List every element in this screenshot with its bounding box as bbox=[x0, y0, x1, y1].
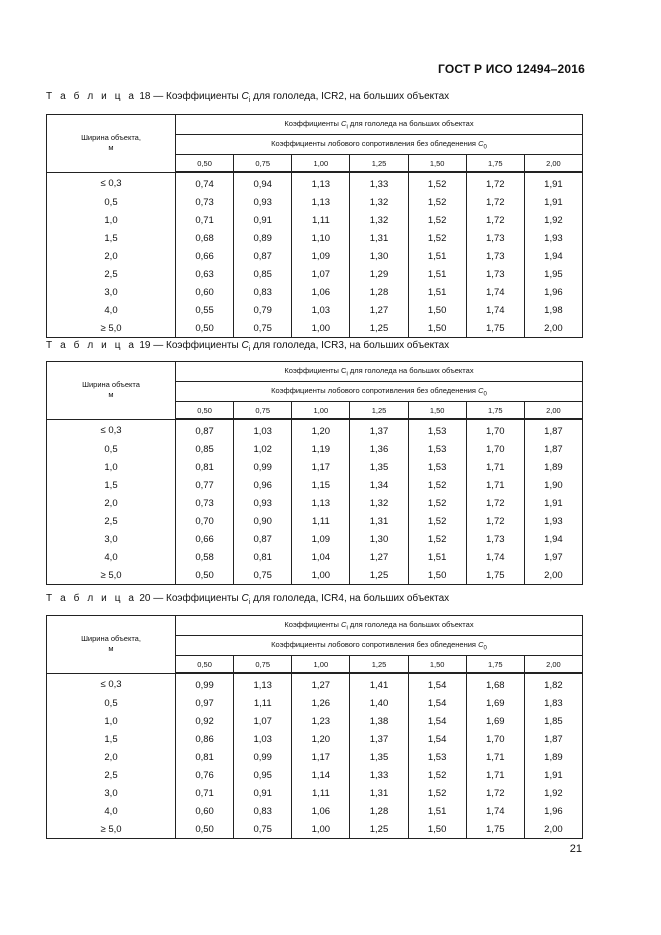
coefficient-cell: 1,52 bbox=[408, 229, 466, 247]
coefficient-cell: 0,91 bbox=[234, 211, 292, 229]
c0-value-cell: 1,25 bbox=[350, 656, 408, 674]
width-cell: 2,5 bbox=[47, 512, 176, 530]
coefficient-cell: 1,74 bbox=[466, 301, 524, 319]
table-body bbox=[47, 419, 583, 585]
coefficient-cell: 1,89 bbox=[524, 458, 582, 476]
coefficient-cell: 1,25 bbox=[350, 319, 408, 338]
c0-value-cell: 1,25 bbox=[350, 402, 408, 420]
coefficient-cell: 0,50 bbox=[176, 820, 234, 839]
table-row bbox=[47, 530, 583, 548]
coefficient-cell: 1,72 bbox=[466, 512, 524, 530]
coefficient-cell: 1,83 bbox=[524, 694, 582, 712]
coefficient-cell: 1,19 bbox=[292, 440, 350, 458]
c0-value-cell: 1,75 bbox=[466, 155, 524, 173]
coefficient-cell: 1,50 bbox=[408, 319, 466, 338]
coefficient-cell: 1,27 bbox=[350, 301, 408, 319]
c0-value-cell: 1,75 bbox=[466, 656, 524, 674]
c0-value-cell: 1,00 bbox=[292, 402, 350, 420]
c0-value-cell: 1,00 bbox=[292, 656, 350, 674]
coefficient-cell: 1,38 bbox=[350, 712, 408, 730]
table-row bbox=[47, 265, 583, 283]
coefficient-cell: 1,70 bbox=[466, 440, 524, 458]
coefficient-cell: 0,93 bbox=[234, 494, 292, 512]
coefficient-cell: 1,51 bbox=[408, 283, 466, 301]
coefficient-cell: 0,58 bbox=[176, 548, 234, 566]
coefficient-cell: 1,13 bbox=[292, 172, 350, 193]
coefficient-cell: 0,95 bbox=[234, 766, 292, 784]
coefficient-cell: 1,98 bbox=[524, 301, 582, 319]
coefficient-cell: 1,07 bbox=[234, 712, 292, 730]
c0-value-cell: 0,75 bbox=[234, 656, 292, 674]
coefficient-cell: 0,70 bbox=[176, 512, 234, 530]
page-number: 21 bbox=[569, 843, 582, 855]
coefficient-cell: 0,79 bbox=[234, 301, 292, 319]
coefficient-cell: 0,71 bbox=[176, 211, 234, 229]
coefficient-cell: 1,52 bbox=[408, 172, 466, 193]
c0-value-cell: 2,00 bbox=[524, 402, 582, 420]
coefficient-cell: 1,71 bbox=[466, 748, 524, 766]
coefficient-cell: 1,17 bbox=[292, 458, 350, 476]
drag-coefficient-header: Коэффициенты лобового сопротивления без обледенения $C_0$ bbox=[176, 636, 583, 656]
coefficient-cell: 1,72 bbox=[466, 193, 524, 211]
width-cell: 1,5 bbox=[47, 476, 176, 494]
width-cell: 2,0 bbox=[47, 748, 176, 766]
c0-value-cell: 2,00 bbox=[524, 656, 582, 674]
standard-designation: ГОСТ Р ИСО 12494–2016 bbox=[438, 62, 585, 76]
ci-group-header: Коэффициенты $C_i$ для гололеда на больших объектах bbox=[176, 616, 583, 636]
coefficient-cell: 1,20 bbox=[292, 419, 350, 440]
table-row bbox=[47, 211, 583, 229]
coefficient-cell: 1,31 bbox=[350, 784, 408, 802]
coefficient-cell: 1,17 bbox=[292, 748, 350, 766]
width-cell: 1,0 bbox=[47, 211, 176, 229]
ci-group-header: Коэффициенты $C_i$ для гололеда на больших объектах bbox=[176, 115, 583, 135]
width-cell: 1,0 bbox=[47, 458, 176, 476]
coefficient-cell: 1,75 bbox=[466, 820, 524, 839]
coefficient-cell: 0,68 bbox=[176, 229, 234, 247]
table-row bbox=[47, 440, 583, 458]
coefficient-cell: 0,76 bbox=[176, 766, 234, 784]
width-column-header: Ширина объекта м bbox=[47, 362, 176, 420]
coefficient-cell: 1,00 bbox=[292, 566, 350, 585]
coefficient-cell: 0,75 bbox=[234, 319, 292, 338]
coefficient-cell: 1,87 bbox=[524, 440, 582, 458]
coefficient-cell: 1,06 bbox=[292, 802, 350, 820]
coefficient-cell: 0,55 bbox=[176, 301, 234, 319]
coefficient-cell: 0,83 bbox=[234, 283, 292, 301]
coefficient-cell: 0,99 bbox=[234, 748, 292, 766]
coefficient-cell: 1,32 bbox=[350, 211, 408, 229]
ice-coefficients-table-18 bbox=[46, 114, 583, 338]
coefficient-cell: 1,09 bbox=[292, 247, 350, 265]
coefficient-cell: 1,11 bbox=[292, 784, 350, 802]
coefficient-cell: 1,09 bbox=[292, 530, 350, 548]
coefficient-cell: 1,13 bbox=[292, 193, 350, 211]
coefficient-cell: 1,02 bbox=[234, 440, 292, 458]
coefficient-cell: 1,31 bbox=[350, 229, 408, 247]
coefficient-cell: 1,03 bbox=[234, 419, 292, 440]
coefficient-cell: 1,92 bbox=[524, 211, 582, 229]
c0-value-cell: 1,25 bbox=[350, 155, 408, 173]
coefficient-cell: 1,89 bbox=[524, 748, 582, 766]
coefficient-cell: 1,37 bbox=[350, 730, 408, 748]
coefficient-cell: 1,74 bbox=[466, 548, 524, 566]
coefficient-cell: 1,54 bbox=[408, 730, 466, 748]
coefficient-cell: 1,51 bbox=[408, 265, 466, 283]
width-cell: 0,5 bbox=[47, 440, 176, 458]
coefficient-cell: 0,85 bbox=[176, 440, 234, 458]
coefficient-cell: 0,87 bbox=[234, 247, 292, 265]
coefficient-cell: 1,30 bbox=[350, 247, 408, 265]
coefficient-cell: 1,75 bbox=[466, 319, 524, 338]
coefficient-cell: 1,70 bbox=[466, 419, 524, 440]
width-cell: 4,0 bbox=[47, 548, 176, 566]
coefficient-cell: 1,51 bbox=[408, 802, 466, 820]
table-row bbox=[47, 494, 583, 512]
coefficient-cell: 1,53 bbox=[408, 419, 466, 440]
table-row bbox=[47, 548, 583, 566]
ci-group-header: Коэффициенты $C_i$ для гололеда на больших объектах bbox=[176, 362, 583, 382]
coefficient-cell: 1,34 bbox=[350, 476, 408, 494]
table-body bbox=[47, 172, 583, 338]
coefficient-cell: 1,87 bbox=[524, 419, 582, 440]
table-body bbox=[47, 673, 583, 839]
coefficient-cell: 0,66 bbox=[176, 530, 234, 548]
table-row bbox=[47, 820, 583, 839]
coefficient-cell: 1,27 bbox=[292, 673, 350, 694]
coefficient-cell: 1,06 bbox=[292, 283, 350, 301]
coefficient-cell: 1,71 bbox=[466, 458, 524, 476]
coefficient-cell: 1,53 bbox=[408, 440, 466, 458]
coefficient-cell: 0,50 bbox=[176, 566, 234, 585]
table-row bbox=[47, 229, 583, 247]
coefficient-cell: 0,73 bbox=[176, 494, 234, 512]
coefficient-cell: 0,90 bbox=[234, 512, 292, 530]
coefficient-cell: 1,54 bbox=[408, 673, 466, 694]
coefficient-cell: 2,00 bbox=[524, 820, 582, 839]
coefficient-cell: 1,96 bbox=[524, 283, 582, 301]
coefficient-cell: 1,71 bbox=[466, 476, 524, 494]
width-cell: 2,5 bbox=[47, 766, 176, 784]
c0-value-cell: 0,50 bbox=[176, 656, 234, 674]
coefficient-cell: 0,96 bbox=[234, 476, 292, 494]
coefficient-cell: 1,93 bbox=[524, 229, 582, 247]
coefficient-cell: 1,36 bbox=[350, 440, 408, 458]
table-row bbox=[47, 766, 583, 784]
coefficient-cell: 1,33 bbox=[350, 172, 408, 193]
width-cell: ≥ 5,0 bbox=[47, 566, 176, 585]
coefficient-cell: 1,91 bbox=[524, 193, 582, 211]
coefficient-cell: 1,52 bbox=[408, 784, 466, 802]
width-cell: 0,5 bbox=[47, 193, 176, 211]
coefficient-cell: 1,72 bbox=[466, 784, 524, 802]
coefficient-cell: 1,70 bbox=[466, 730, 524, 748]
width-cell: 4,0 bbox=[47, 802, 176, 820]
coefficient-cell: 1,28 bbox=[350, 802, 408, 820]
coefficient-cell: 1,73 bbox=[466, 229, 524, 247]
coefficient-cell: 1,50 bbox=[408, 301, 466, 319]
coefficient-cell: 1,74 bbox=[466, 802, 524, 820]
coefficient-cell: 1,74 bbox=[466, 283, 524, 301]
coefficient-cell: 1,00 bbox=[292, 820, 350, 839]
coefficient-cell: 0,85 bbox=[234, 265, 292, 283]
coefficient-cell: 1,31 bbox=[350, 512, 408, 530]
coefficient-cell: 1,82 bbox=[524, 673, 582, 694]
coefficient-cell: 1,50 bbox=[408, 566, 466, 585]
coefficient-cell: 1,91 bbox=[524, 172, 582, 193]
coefficient-cell: 1,52 bbox=[408, 476, 466, 494]
coefficient-cell: 1,11 bbox=[292, 512, 350, 530]
table-row bbox=[47, 419, 583, 440]
coefficient-cell: 1,03 bbox=[234, 730, 292, 748]
c0-value-cell: 1,50 bbox=[408, 656, 466, 674]
coefficient-cell: 1,52 bbox=[408, 193, 466, 211]
coefficient-cell: 1,23 bbox=[292, 712, 350, 730]
coefficient-cell: 0,75 bbox=[234, 566, 292, 585]
coefficient-cell: 0,99 bbox=[234, 458, 292, 476]
coefficient-cell: 0,81 bbox=[176, 748, 234, 766]
table-row bbox=[47, 694, 583, 712]
width-cell: 1,5 bbox=[47, 730, 176, 748]
coefficient-cell: 1,35 bbox=[350, 748, 408, 766]
coefficient-cell: 1,07 bbox=[292, 265, 350, 283]
width-column-header: Ширина объекта, м bbox=[47, 115, 176, 173]
coefficient-cell: 0,92 bbox=[176, 712, 234, 730]
width-cell: 3,0 bbox=[47, 530, 176, 548]
coefficient-cell: 1,73 bbox=[466, 530, 524, 548]
coefficient-cell: 1,40 bbox=[350, 694, 408, 712]
table-row bbox=[47, 673, 583, 694]
c0-value-cell: 1,50 bbox=[408, 402, 466, 420]
width-cell: ≥ 5,0 bbox=[47, 319, 176, 338]
coefficient-cell: 1,26 bbox=[292, 694, 350, 712]
width-cell: ≥ 5,0 bbox=[47, 820, 176, 839]
coefficient-cell: 1,27 bbox=[350, 548, 408, 566]
coefficient-cell: 1,13 bbox=[292, 494, 350, 512]
coefficient-cell: 0,81 bbox=[234, 548, 292, 566]
c0-value-cell: 1,75 bbox=[466, 402, 524, 420]
coefficient-cell: 0,74 bbox=[176, 172, 234, 193]
coefficient-cell: 1,72 bbox=[466, 494, 524, 512]
coefficient-cell: 1,52 bbox=[408, 530, 466, 548]
c0-value-cell: 0,50 bbox=[176, 155, 234, 173]
table-row bbox=[47, 247, 583, 265]
coefficient-cell: 1,13 bbox=[234, 673, 292, 694]
coefficient-cell: 1,15 bbox=[292, 476, 350, 494]
coefficient-cell: 1,92 bbox=[524, 784, 582, 802]
width-cell: 2,5 bbox=[47, 265, 176, 283]
coefficient-cell: 0,87 bbox=[234, 530, 292, 548]
ice-coefficients-table-19 bbox=[46, 361, 583, 585]
c0-value-cell: 0,75 bbox=[234, 155, 292, 173]
c0-value-cell: 0,50 bbox=[176, 402, 234, 420]
coefficient-cell: 1,68 bbox=[466, 673, 524, 694]
coefficient-cell: 2,00 bbox=[524, 319, 582, 338]
table-caption-20: Т а б л и ц а 20 — Коэффициенты $C_i$ для гололеда, ICR4, на больших объектах bbox=[46, 593, 450, 606]
coefficient-cell: 0,97 bbox=[176, 694, 234, 712]
coefficient-cell: 1,53 bbox=[408, 458, 466, 476]
width-cell: 1,0 bbox=[47, 712, 176, 730]
coefficient-cell: 1,30 bbox=[350, 530, 408, 548]
coefficient-cell: 0,77 bbox=[176, 476, 234, 494]
coefficient-cell: 1,04 bbox=[292, 548, 350, 566]
coefficient-cell: 1,25 bbox=[350, 566, 408, 585]
ice-coefficients-table-20 bbox=[46, 615, 583, 839]
coefficient-cell: 1,29 bbox=[350, 265, 408, 283]
table-row bbox=[47, 193, 583, 211]
coefficient-cell: 1,95 bbox=[524, 265, 582, 283]
coefficient-cell: 2,00 bbox=[524, 566, 582, 585]
width-cell: 4,0 bbox=[47, 301, 176, 319]
coefficient-cell: 0,81 bbox=[176, 458, 234, 476]
coefficient-cell: 1,51 bbox=[408, 548, 466, 566]
coefficient-cell: 1,52 bbox=[408, 494, 466, 512]
coefficient-cell: 1,69 bbox=[466, 712, 524, 730]
coefficient-cell: 1,10 bbox=[292, 229, 350, 247]
table-row bbox=[47, 784, 583, 802]
coefficient-cell: 0,86 bbox=[176, 730, 234, 748]
coefficient-cell: 1,35 bbox=[350, 458, 408, 476]
coefficient-cell: 1,32 bbox=[350, 193, 408, 211]
coefficient-cell: 1,85 bbox=[524, 712, 582, 730]
coefficient-cell: 0,83 bbox=[234, 802, 292, 820]
coefficient-cell: 1,50 bbox=[408, 820, 466, 839]
table-row bbox=[47, 283, 583, 301]
coefficient-cell: 1,90 bbox=[524, 476, 582, 494]
width-cell: 1,5 bbox=[47, 229, 176, 247]
width-cell: ≤ 0,3 bbox=[47, 172, 176, 193]
coefficient-cell: 1,52 bbox=[408, 512, 466, 530]
coefficient-cell: 1,96 bbox=[524, 802, 582, 820]
table-row bbox=[47, 512, 583, 530]
table-row bbox=[47, 301, 583, 319]
coefficient-cell: 0,60 bbox=[176, 802, 234, 820]
coefficient-cell: 1,28 bbox=[350, 283, 408, 301]
c0-value-cell: 1,50 bbox=[408, 155, 466, 173]
coefficient-cell: 1,73 bbox=[466, 247, 524, 265]
coefficient-cell: 1,71 bbox=[466, 766, 524, 784]
width-cell: ≤ 0,3 bbox=[47, 673, 176, 694]
c0-value-cell: 1,00 bbox=[292, 155, 350, 173]
table-row bbox=[47, 172, 583, 193]
width-column-header: Ширина объекта, м bbox=[47, 616, 176, 674]
coefficient-cell: 0,50 bbox=[176, 319, 234, 338]
coefficient-cell: 1,00 bbox=[292, 319, 350, 338]
coefficient-cell: 0,91 bbox=[234, 784, 292, 802]
coefficient-cell: 1,33 bbox=[350, 766, 408, 784]
coefficient-cell: 0,94 bbox=[234, 172, 292, 193]
table-row bbox=[47, 319, 583, 338]
table-row bbox=[47, 802, 583, 820]
coefficient-cell: 1,94 bbox=[524, 530, 582, 548]
coefficient-cell: 1,72 bbox=[466, 172, 524, 193]
table-row bbox=[47, 712, 583, 730]
table-caption-18: Т а б л и ц а 18 — Коэффициенты $C_i$ для гололеда, ICR2, на больших объектах bbox=[46, 91, 450, 104]
coefficient-cell: 1,25 bbox=[350, 820, 408, 839]
width-cell: 2,0 bbox=[47, 247, 176, 265]
c0-value-cell: 0,75 bbox=[234, 402, 292, 420]
coefficient-cell: 0,99 bbox=[176, 673, 234, 694]
width-cell: 3,0 bbox=[47, 784, 176, 802]
coefficient-cell: 1,97 bbox=[524, 548, 582, 566]
coefficient-cell: 1,52 bbox=[408, 211, 466, 229]
coefficient-cell: 0,93 bbox=[234, 193, 292, 211]
coefficient-cell: 0,66 bbox=[176, 247, 234, 265]
coefficient-cell: 1,51 bbox=[408, 247, 466, 265]
coefficient-cell: 0,87 bbox=[176, 419, 234, 440]
coefficient-cell: 0,73 bbox=[176, 193, 234, 211]
coefficient-cell: 1,69 bbox=[466, 694, 524, 712]
coefficient-cell: 0,60 bbox=[176, 283, 234, 301]
drag-coefficient-header: Коэффициенты лобового сопротивления без обледенения $C_0$ bbox=[176, 135, 583, 155]
coefficient-cell: 0,89 bbox=[234, 229, 292, 247]
coefficient-cell: 0,71 bbox=[176, 784, 234, 802]
table-row bbox=[47, 458, 583, 476]
width-cell: 2,0 bbox=[47, 494, 176, 512]
coefficient-cell: 1,32 bbox=[350, 494, 408, 512]
table-row bbox=[47, 476, 583, 494]
coefficient-cell: 1,93 bbox=[524, 512, 582, 530]
coefficient-cell: 1,75 bbox=[466, 566, 524, 585]
coefficient-cell: 0,63 bbox=[176, 265, 234, 283]
coefficient-cell: 1,54 bbox=[408, 694, 466, 712]
table-caption-19: Т а б л и ц а 19 — Коэффициенты $C_i$ для гололеда, ICR3, на больших объектах bbox=[46, 340, 450, 353]
width-cell: 3,0 bbox=[47, 283, 176, 301]
coefficient-cell: 1,87 bbox=[524, 730, 582, 748]
width-cell: 0,5 bbox=[47, 694, 176, 712]
coefficient-cell: 1,94 bbox=[524, 247, 582, 265]
coefficient-cell: 1,37 bbox=[350, 419, 408, 440]
table-row bbox=[47, 748, 583, 766]
c0-value-cell: 2,00 bbox=[524, 155, 582, 173]
coefficient-cell: 1,52 bbox=[408, 766, 466, 784]
coefficient-cell: 1,11 bbox=[292, 211, 350, 229]
coefficient-cell: 1,54 bbox=[408, 712, 466, 730]
coefficient-cell: 1,91 bbox=[524, 766, 582, 784]
coefficient-cell: 1,03 bbox=[292, 301, 350, 319]
coefficient-cell: 1,91 bbox=[524, 494, 582, 512]
coefficient-cell: 1,72 bbox=[466, 211, 524, 229]
coefficient-cell: 1,41 bbox=[350, 673, 408, 694]
table-row bbox=[47, 566, 583, 585]
coefficient-cell: 1,20 bbox=[292, 730, 350, 748]
drag-coefficient-header: Коэффициенты лобового сопротивления без обледенения $C_0$ bbox=[176, 382, 583, 402]
coefficient-cell: 1,53 bbox=[408, 748, 466, 766]
coefficient-cell: 1,73 bbox=[466, 265, 524, 283]
table-row bbox=[47, 730, 583, 748]
width-cell: ≤ 0,3 bbox=[47, 419, 176, 440]
coefficient-cell: 1,11 bbox=[234, 694, 292, 712]
coefficient-cell: 0,75 bbox=[234, 820, 292, 839]
coefficient-cell: 1,14 bbox=[292, 766, 350, 784]
